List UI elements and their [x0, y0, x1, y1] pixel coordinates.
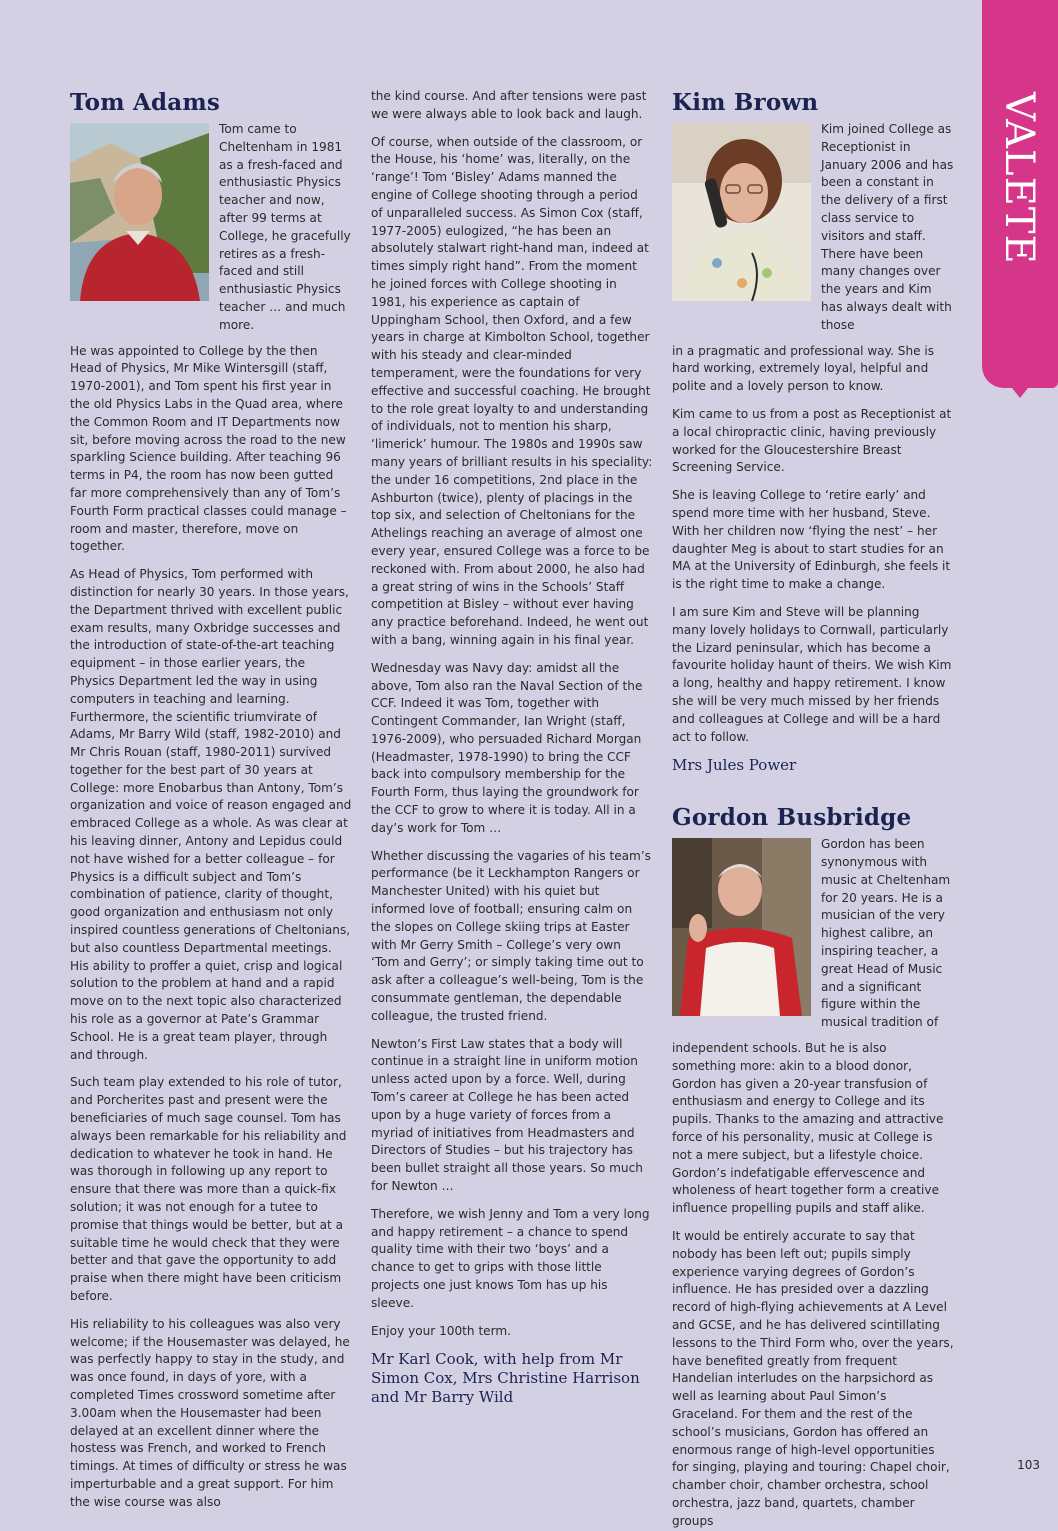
tom-paragraph: He was appointed to College by the then Head of Physics, Mr Mike Wintersgill (staff, 1970-2001), and Tom spent his first year in the old Physics Labs in the Quad area, where the Common Room and IT Departments now sit, before moving across the road to the new sparkling Science building. After teaching 96 terms in P4, the room has now been gutted far more comprehensively than any of Tom’s Fourth Form practical classes could manage – room and master, therefore, move on together. — [70, 343, 347, 554]
tom-paragraph: the kind course. And after tensions were past we were always able to look back and laugh. — [371, 89, 647, 121]
kim-intro — [672, 121, 954, 335]
column-2 — [371, 88, 653, 1407]
kim-paragraph: I am sure Kim and Steve will be planning many lovely holidays to Cornwall, particularly the Lizard peninsular, which has become a favourite holiday haunt of theirs. We wish Kim a long, healthy and happy retirement. I know she will be very much missed by her friends and colleagues at College and will be a hard act to follow. — [672, 604, 952, 744]
tom-intro-text: Tom came to Cheltenham in 1981 as a fresh-faced and enthusiastic Physics teacher and now, after 99 terms at College, he gracefully retires as a fresh-faced and still enthusiastic Physics teacher … and much more. — [219, 122, 351, 332]
tom-paragraph: Therefore, we wish Jenny and Tom a very long and happy retirement – a chance to spend quality time with their two ‘boys’ and a chance to get to grips with those little projects one just knows Tom has up his sleeve. — [371, 1206, 650, 1310]
tom-paragraph: As Head of Physics, Tom performed with distinction for nearly 30 years. In those years, the Department thrived with excellent public exam results, many Oxbridge successes and the introduction of state-of-the-art teaching equipment – in those earlier years, the Physics Department led the way in using computers in teaching and learning. Furthermore, the scientific triumvirate of Adams, Mr Barry Wild (staff, 1982-2010) and Mr Chris Rouan (staff, 1980-2011) survived together for the best part of 30 years at College: more Enobarbus than Antony, Tom’s organization and voice of reason engaged and embraced College as a whole. As was clear at his leaving dinner, Antony and Lepidus could not have wished for a better colleague – for Physics is a difficult subject and Tom’s combination of patience, clarity of thought, good organization and enthusiasm not only inspired countless generations of Cheltonians, but also countless Departmental meetings. His ability to proffer a quiet, crisp and logical solution to the problem at hand and a rapid move on to the next topic also characterized his role as a governor at Pate’s Grammar School. He is a great team player, through and through. — [70, 567, 352, 1062]
section-tab — [982, 0, 1058, 388]
tom-paragraph: Enjoy your 100th term. — [371, 1323, 512, 1338]
kim-photo — [672, 123, 811, 301]
tom-paragraph: Whether discussing the vagaries of his team’s performance (be it Leckhampton Rangers or Manchester United) with his quiet but informed love of football; ensuring calm on the slopes on College skiing trips at Easter with Mr Gerry Smith – College’s very own ‘Tom and Gerry’; or simply taking time out to ask after a colleague’s well-being, Tom is the consummate gentleman, the dependable colleague, the trusted friend. — [371, 848, 651, 1023]
tom-paragraph: Newton’s First Law states that a body will continue in a straight line in uniform motion unless acted upon by a force. Well, during Tom’s career at College he has been acted upon by a huge variety of forces from a myriad of initiatives from Headmasters and Directors of Studies – but his trajectory has been bullet straight all those years. So much for Newton … — [371, 1036, 643, 1194]
gordon-heading: Gordon Busbridge — [672, 804, 912, 832]
tom-paragraph: Of course, when outside of the classroom, or the House, his ‘home’ was, literally, on the ‘range’! Tom ‘Bisley’ Adams manned the engine of College shooting through a period of unparalleled success. As Simon Cox (staff, 1977-2005) eulogized, “he has been an absolutely stalwart right-hand man, indeed at times simply right hand”. From the moment he joined forces with College shooting in 1981, his experience as captain of Uppingham School, then Oxford, and a few years in charge at Kimbolton School, together with his steady and clear-minded temperament, were the foundations for very effective and successful coaching. He brought to the role great loyalty to and understanding of individuals, not to mention his sharp, ‘limerick’ humour. The 1980s and 1990s saw many years of brilliant results in his speciality: the under 16 competitions, 2nd place in the Ashburton (twice), plenty of placings in the top six, and selection of Cheltonians for the Athelings reaching an average of almost one every year, ensured College was a force to be reckoned with. From about 2000, he also had a great string of wins in the Schools’ Staff competition at Bisley – without ever having any practice beforehand. Indeed, he went out with a bang, winning again in his final year. — [371, 134, 653, 647]
tom-photo — [70, 123, 209, 301]
tom-paragraph: Wednesday was Navy day: amidst all the above, Tom also ran the Naval Section of the CCF. Indeed it was Tom, together with Contingent Commander, Ian Wright (staff, 1976-2009), who persuaded Richard Morgan (Headmaster, 1978-1990) to bring the CCF back into compulsory membership for the Fourth Form, thus laying the groundwork for the CCF to grow to where it is today. All in a day’s work for Tom … — [371, 660, 643, 835]
tom-signature: Mr Karl Cook, with help from Mr Simon Cox, Mrs Christine Harrison and Mr Barry Wild — [371, 1350, 640, 1407]
kim-heading: Kim Brown — [672, 89, 819, 116]
page-number: 103 — [1017, 1458, 1040, 1472]
gordon-paragraph: It would be entirely accurate to say that nobody has been left out; pupils simply experience varying degrees of Gordon’s influence. He has presided over a dazzling record of high-flying achievements at A Level and GCSE, and he has delivered scintillating lessons to the Third Form who, over the years, have benefited greatly from frequent Handelian interludes on the harpsichord as well as learning about Paul Simon’s Graceland. For them and the rest of the school’s musicians, Gordon has offered an enormous range of high-level opportunities for singing, playing and touring: Chapel choir, chamber choir, chamber orchestra, school orchestra, jazz band, quartets, chamber groups — [672, 1229, 954, 1528]
tom-paragraph: Such team play extended to his role of tutor, and Porcherites past and present were the beneficiaries of much sage counsel. Tom has always been remarkable for his reliability and dedication to whatever he took in hand. He was thorough in following up any report to ensure that there was more than a quick-fix solution; it was not enough for a tutee to promise that things would be better, but at a suitable time he would check that they were better and that gave the opportunity to add praise when there might have been criticism before. — [70, 1075, 347, 1303]
section-tab-label: VALETE — [996, 92, 1042, 265]
tom-heading: Tom Adams — [70, 89, 221, 116]
kim-paragraph: in a pragmatic and professional way. She is hard working, extremely loyal, helpful and polite and a lovely person to know. — [672, 343, 935, 394]
column-3 — [672, 88, 954, 1531]
gordon-intro — [672, 836, 954, 1032]
gordon-photo — [672, 838, 811, 1016]
column-1 — [70, 88, 352, 1512]
kim-intro-text: Kim joined College as Receptionist in January 2006 and has been a constant in the delivery of a first class service to visitors and staff. There have been many changes over the years and Kim has always dealt with those — [821, 122, 954, 332]
tom-paragraph: His reliability to his colleagues was also very welcome; if the Housemaster was delayed, he was perfectly happy to stay in the study, and was once found, in days of yore, with a completed Times crossword sometime after 3.00am when the Housemaster had been delayed at an excellent dinner where the hostess was French, and worked to French timings. At times of difficulty or stress he was imperturbable and a great support. For him the wise course was also — [70, 1316, 350, 1509]
kim-paragraph: Kim came to us from a post as Receptionist at a local chiropractic clinic, having previously worked for the Gloucestershire Breast Screening Service. — [672, 406, 952, 475]
kim-signature: Mrs Jules Power — [672, 756, 797, 775]
gordon-intro-text: Gordon has been synonymous with music at Cheltenham for 20 years. He is a musician of the very highest calibre, an inspiring teacher, a great Head of Music and a significant figure within the musical tradition of — [821, 837, 951, 1030]
gordon-paragraph: independent schools. But he is also something more: akin to a blood donor, Gordon has given a 20-year transfusion of enthusiasm and energy to College and its pupils. Thanks to the amazing and attractive force of his personality, music at College is not a mere subject, but a lifestyle choice. Gordon’s indefatigable effervescence and wholeness of heart together form a creative influence propelling pupils and staff alike. — [672, 1041, 944, 1216]
tom-intro — [70, 121, 352, 335]
kim-paragraph: She is leaving College to ‘retire early’ and spend more time with her husband, Steve. With her children now ‘flying the nest’ – her daughter Meg is about to start studies for an MA at the University of Edinburgh, she feels it is the right time to make a change. — [672, 488, 951, 592]
